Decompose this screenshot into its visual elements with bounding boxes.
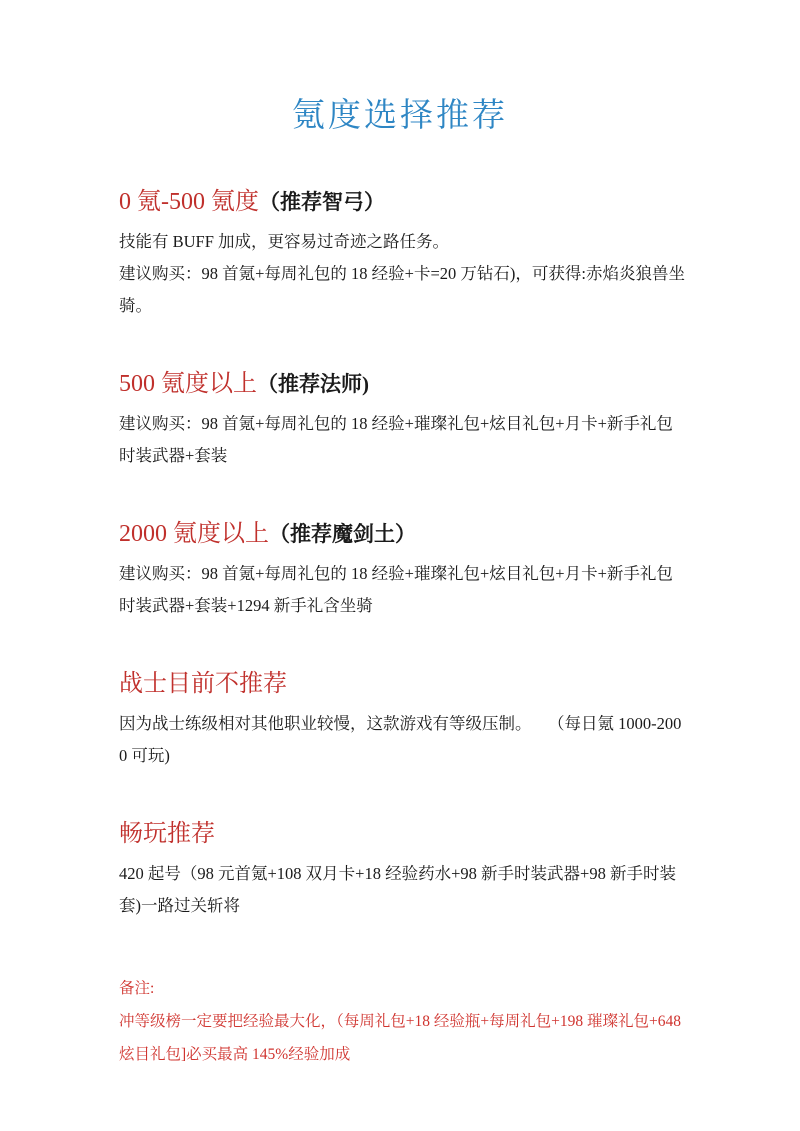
section-heading-main: 500 氪度以上 [119, 371, 257, 397]
section-heading [119, 184, 687, 220]
body-paragraph: 技能有 BUFF 加成，更容易过奇迹之路任务。 [119, 232, 450, 251]
section-0-to-500 [119, 184, 687, 322]
body-paragraph: 因为战士练级相对其他职业较慢，这款游戏有等级压制。 （每日氪 1000-2000 可玩) [119, 714, 682, 765]
document-title: 氪度选择推荐 [292, 98, 508, 134]
section-heading [119, 366, 687, 402]
section-heading-main: 0 氪-500 氪度 [119, 189, 259, 215]
section-2000-plus [119, 516, 687, 622]
body-paragraph: 建议购买：98 首氪+每周礼包的 18 经验+璀璨礼包+炫目礼包+月卡+新手礼包时装武器+套装 [119, 414, 673, 465]
section-heading [119, 516, 687, 552]
section-500-plus [119, 366, 687, 472]
section-heading-note: （推荐法师) [257, 372, 369, 396]
body-paragraph: 建议购买：98 首氪+每周礼包的 18 经验+璀璨礼包+炫目礼包+月卡+新手礼包时装武器+套装+1294 新手礼含坐骑 [119, 564, 673, 615]
section-heading-note: （推荐魔剑土） [269, 522, 416, 546]
section-heading-main: 2000 氪度以上 [119, 521, 269, 547]
section-heading-main: 战士目前不推荐 [119, 671, 287, 697]
notes-text: 冲等级榜一定要把经验最大化，（每周礼包+18 经验瓶+每周礼包+198 璀璨礼包+648 炫目礼包]必买最高 145%经验加成 [119, 1013, 681, 1063]
notes-section [119, 972, 687, 1071]
body-paragraph: 建议购买：98 首氪+每周礼包的 18 经验+卡=20 万钻石)，可获得:赤焰炎狼兽坐骑。 [119, 264, 685, 315]
document-content [119, 184, 687, 1071]
section-heading-note: （推荐智弓） [259, 190, 385, 214]
body-paragraph: 420 起号（98 元首氪+108 双月卡+18 经验药水+98 新手时装武器+98 新手时装套)一路过关斩将 [119, 864, 676, 915]
section-heading-main: 畅玩推荐 [119, 821, 215, 847]
section-casual-play [119, 816, 687, 922]
notes-label: 备注: [119, 980, 155, 997]
section-heading [119, 666, 687, 702]
section-warrior-not-recommended [119, 666, 687, 772]
section-heading [119, 816, 687, 852]
